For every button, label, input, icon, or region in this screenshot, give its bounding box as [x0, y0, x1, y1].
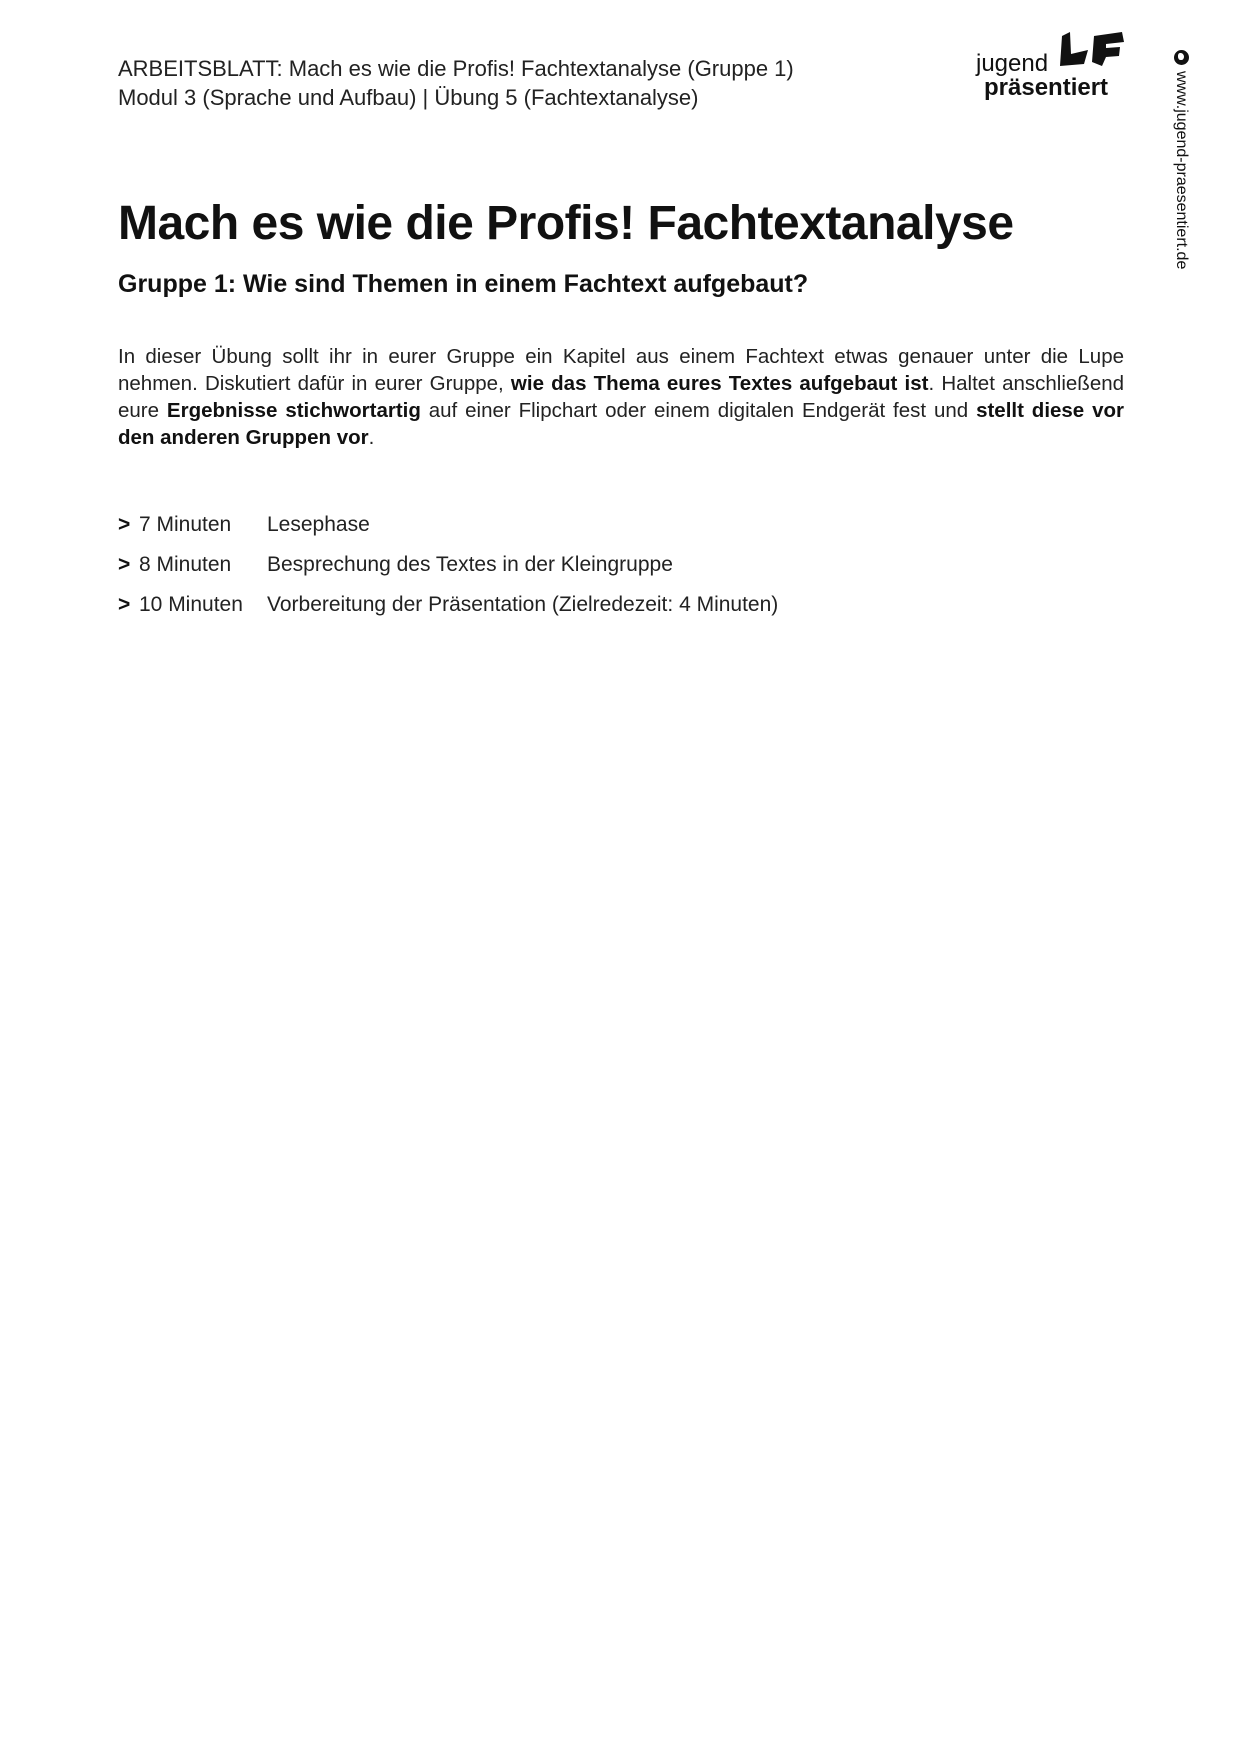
- intro-bold-1: wie das Thema eures Textes aufgebaut ist: [510, 372, 929, 395]
- step-duration: 10 Minuten: [139, 593, 243, 616]
- page-title: Mach es wie die Profis! Fachtextanalyse: [118, 197, 1014, 250]
- step-task: Besprechung des Textes in der Kleingruppe: [267, 553, 673, 576]
- intro-text-1: In dieser Übung sollt ihr in eurer Gruppe ein Kapitel aus einem Fachtext etwas genauer unter die Lupe nehmen. Diskutiert dafür in eurer Gruppe,: [118, 345, 1124, 395]
- step-task: Lesephase: [267, 513, 370, 536]
- logo-word-jugend: jugend: [976, 50, 1049, 77]
- side-website: [1172, 50, 1190, 269]
- step-task: Vorbereitung der Präsentation (Zielredezeit: 4 Minuten): [267, 593, 779, 616]
- document-header: [118, 54, 794, 112]
- intro-bold-3: stellt diese vor den anderen Gruppen vor: [118, 399, 1124, 449]
- header-line-1: ARBEITSBLATT: Mach es wie die Profis! Fachtextanalyse (Gruppe 1): [118, 56, 794, 81]
- logo-word-praesentiert: präsentiert: [984, 74, 1109, 101]
- step-duration: 7 Minuten: [139, 513, 232, 536]
- intro-text-3: auf einer Flipchart oder einem digitalen Endgerät fest und: [420, 399, 977, 422]
- schedule-item: [118, 505, 778, 545]
- time-schedule: [118, 505, 778, 625]
- arrow-icon: >: [118, 553, 131, 576]
- schedule-item: [118, 585, 778, 625]
- page-subtitle: Gruppe 1: Wie sind Themen in einem Fachtext aufgebaut?: [118, 270, 809, 298]
- jugend-praesentiert-logo: [976, 30, 1136, 102]
- step-duration: 8 Minuten: [139, 553, 232, 576]
- arrow-icon: >: [118, 593, 131, 616]
- intro-paragraph: [118, 343, 1124, 451]
- logo-mark-icon: [1058, 30, 1128, 72]
- header-line-2: Modul 3 (Sprache und Aufbau) | Übung 5 (Fachtextanalyse): [118, 85, 699, 110]
- website-url: www.jugend-praesentiert.de: [1173, 71, 1190, 270]
- intro-text-2: . Haltet anschließend eure: [118, 372, 1125, 422]
- arrow-icon: >: [118, 513, 131, 536]
- globe-icon: [1174, 50, 1189, 65]
- intro-text-4: .: [368, 426, 375, 449]
- intro-bold-2: Ergebnisse stichwortartig: [166, 399, 421, 422]
- schedule-item: [118, 545, 778, 585]
